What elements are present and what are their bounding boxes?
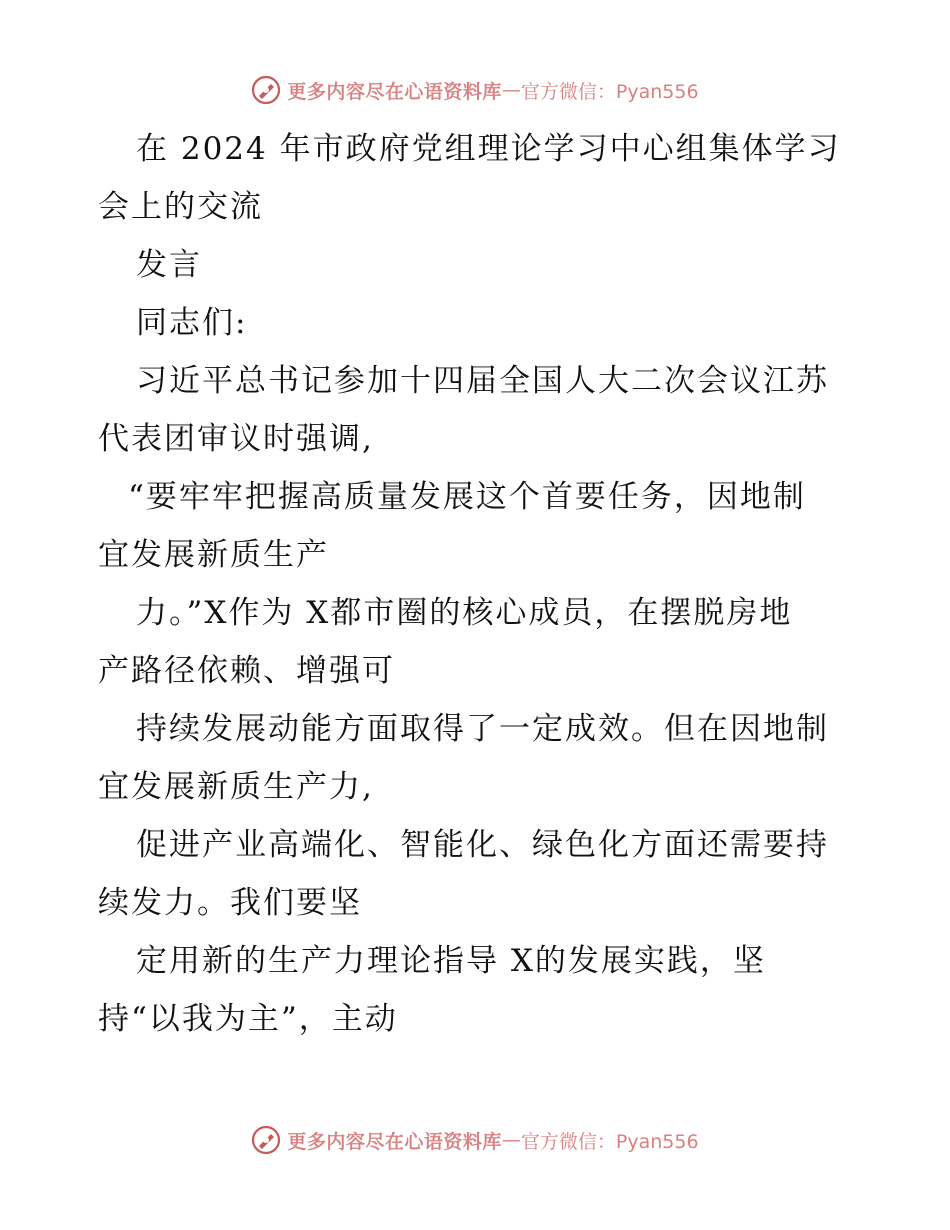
document-body [98,120,868,1048]
paragraph-line: 宜发展新质生产力, [98,769,374,805]
banner-main-text: 更多内容尽在心语资料库 [287,80,502,103]
document-title-line-1: 在 2024 年市政府党组理论学习中心组集体学习 [136,131,841,167]
paragraph-line: 力。”X作为 X都市圈的核心成员，在摆脱房地 [136,595,793,631]
paragraph-line: 定用新的生产力理论指导 X的发展实践，坚 [136,943,766,979]
banner-main-text: 更多内容尽在心语资料库 [287,1130,502,1153]
document-title-line-2: 会上的交流 [98,189,263,225]
banner-wechat-text: 官方微信：Pyan556 [520,1130,699,1153]
paragraph-line: 持“以我为主”，主动 [98,1001,398,1037]
paragraph-line: 续发力。我们要坚 [98,885,362,921]
paragraph-line: “要牢牢把握高质量发展这个首要任务，因地制 [128,479,806,515]
paragraph-line: 代表团审议时强调, [98,421,374,457]
document-title-line-3: 发言 [136,247,202,283]
paragraph-line: 产路径依赖、增强可 [98,653,395,689]
salutation: 同志们: [136,305,248,341]
paragraph-line: 促进产业高端化、智能化、绿色化方面还需要持 [136,827,829,863]
pen-seal-icon [251,1125,281,1155]
banner-wechat-text: 官方微信：Pyan556 [520,80,699,103]
header-watermark-banner [0,72,950,108]
paragraph-line: 习近平总书记参加十四届全国人大二次会议江苏 [136,363,829,399]
banner-separator: — [501,79,521,101]
footer-watermark-banner [0,1122,950,1158]
paragraph-line: 宜发展新质生产 [98,537,329,573]
banner-separator: — [501,1129,521,1151]
paragraph-line: 持续发展动能方面取得了一定成效。但在因地制 [136,711,829,747]
pen-seal-icon [251,75,281,105]
